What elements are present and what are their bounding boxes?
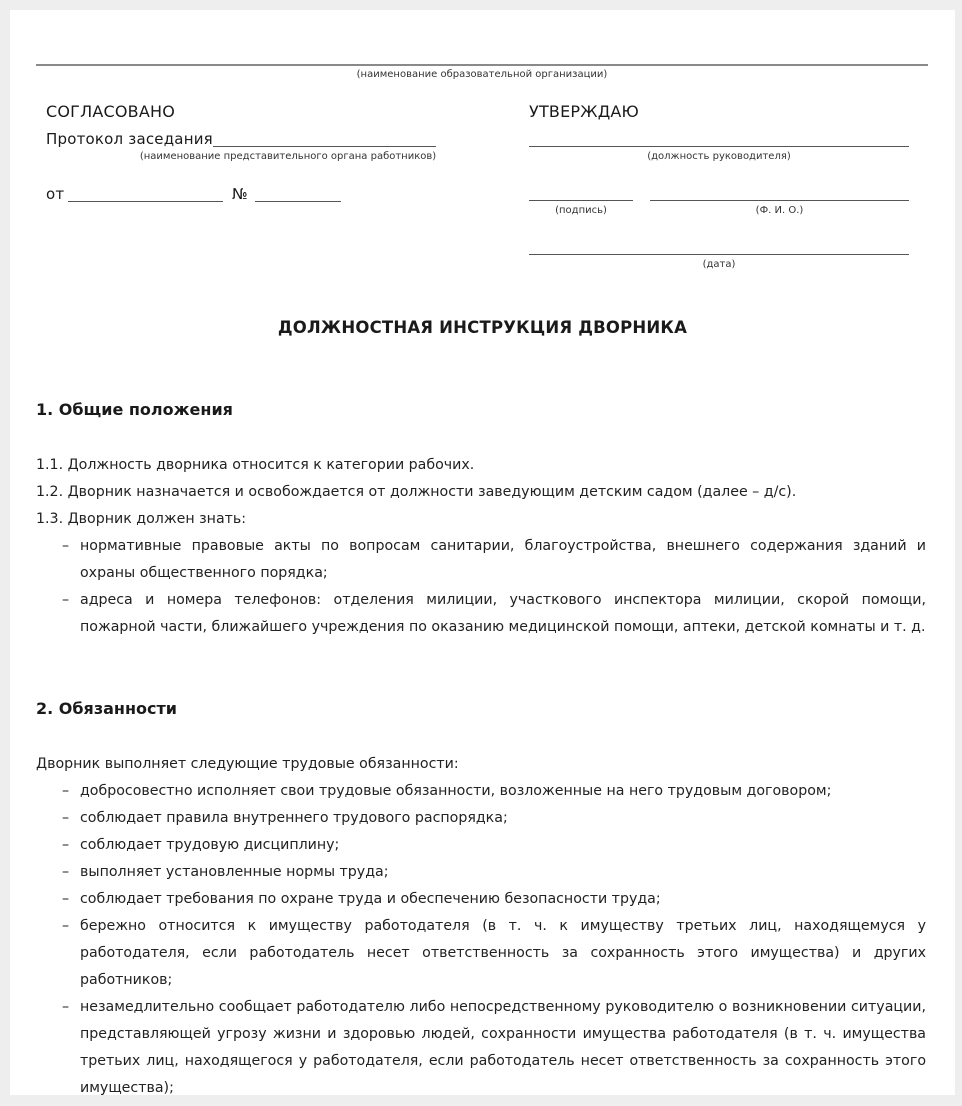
document-title: ДОЛЖНОСТНАЯ ИНСТРУКЦИЯ ДВОРНИКА: [277, 318, 688, 337]
document-page: [10, 10, 955, 1095]
dash-bullet: –: [62, 783, 70, 799]
protocol-body-field[interactable]: [213, 146, 436, 147]
signature-caption: (подпись): [555, 205, 607, 216]
section-1-heading: 1. Общие положения: [36, 400, 233, 419]
fio-field[interactable]: [650, 200, 909, 201]
list-item: – выполняет установленные нормы труда;: [36, 859, 926, 886]
section-2-body: [36, 751, 926, 1102]
dash-bullet: –: [62, 864, 70, 880]
dash-bullet: –: [62, 538, 70, 554]
org-name-line[interactable]: [36, 64, 928, 66]
list-item: – соблюдает правила внутреннего трудового распорядка;: [36, 805, 926, 832]
dash-bullet: –: [62, 999, 70, 1015]
signature-field[interactable]: [529, 200, 633, 201]
duties-list: [36, 778, 926, 1102]
manager-position-field[interactable]: [529, 146, 909, 147]
list-item: – бережно относится к имуществу работодателя (в т. ч. к имуществу третьих лиц, находящемуся у работодателя, если работодатель несет ответственность за сохранность этого имущества) и других работников;: [36, 913, 926, 994]
approval-date-caption: (дата): [702, 259, 736, 270]
list-item: – незамедлительно сообщает работодателю либо непосредственному руководителю о возникновении ситуации, представляющей угрозу жизни и здоровью людей, сохранности имущества работодателя (в т. ч. имущества третьих лиц, находящегося у работодателя, если работодатель несет ответственность за сохранность этого имущества);: [36, 994, 926, 1102]
protocol-number-field[interactable]: [255, 201, 341, 202]
paragraph-1-2: 1.2. Дворник назначается и освобождается от должности заведующим детским садом (далее – д/с).: [36, 484, 797, 500]
section-2-heading: 2. Обязанности: [36, 699, 177, 718]
knowledge-list: [36, 533, 926, 641]
paragraph-1-1: 1.1. Должность дворника относится к категории рабочих.: [36, 457, 475, 473]
org-name-caption: (наименование образовательной организации): [356, 69, 608, 80]
approve-heading: УТВЕРЖДАЮ: [529, 102, 640, 121]
list-item: – соблюдает требования по охране труда и обеспечению безопасности труда;: [36, 886, 926, 913]
dash-bullet: –: [62, 837, 70, 853]
from-label: от: [46, 185, 65, 203]
dash-bullet: –: [62, 810, 70, 826]
dash-bullet: –: [62, 918, 70, 934]
paragraph-1-3: 1.3. Дворник должен знать:: [36, 511, 247, 527]
agreed-heading: СОГЛАСОВАНО: [46, 102, 176, 121]
duties-intro: Дворник выполняет следующие трудовые обязанности:: [36, 756, 459, 772]
list-item: – добросовестно исполняет свои трудовые обязанности, возложенные на него трудовым договором;: [36, 778, 926, 805]
protocol-date-field[interactable]: [68, 201, 223, 202]
protocol-label: Протокол заседания: [46, 130, 213, 148]
section-1-body: [36, 452, 926, 641]
dash-bullet: –: [62, 891, 70, 907]
protocol-body-caption: (наименование представительного органа работников): [139, 151, 437, 162]
number-label: №: [232, 185, 248, 203]
approval-date-field[interactable]: [529, 254, 909, 255]
dash-bullet: –: [62, 592, 70, 608]
fio-caption: (Ф. И. О.): [755, 205, 804, 216]
list-item: – нормативные правовые акты по вопросам санитарии, благоустройства, внешнего содержания зданий и охраны общественного порядка;: [36, 533, 926, 587]
list-item: – адреса и номера телефонов: отделения милиции, участкового инспектора милиции, скорой помощи, пожарной части, ближайшего учреждения по оказанию медицинской помощи, аптеки, детской комнаты и т. д.: [36, 587, 926, 641]
manager-position-caption: (должность руководителя): [647, 151, 791, 162]
list-item: – соблюдает трудовую дисциплину;: [36, 832, 926, 859]
